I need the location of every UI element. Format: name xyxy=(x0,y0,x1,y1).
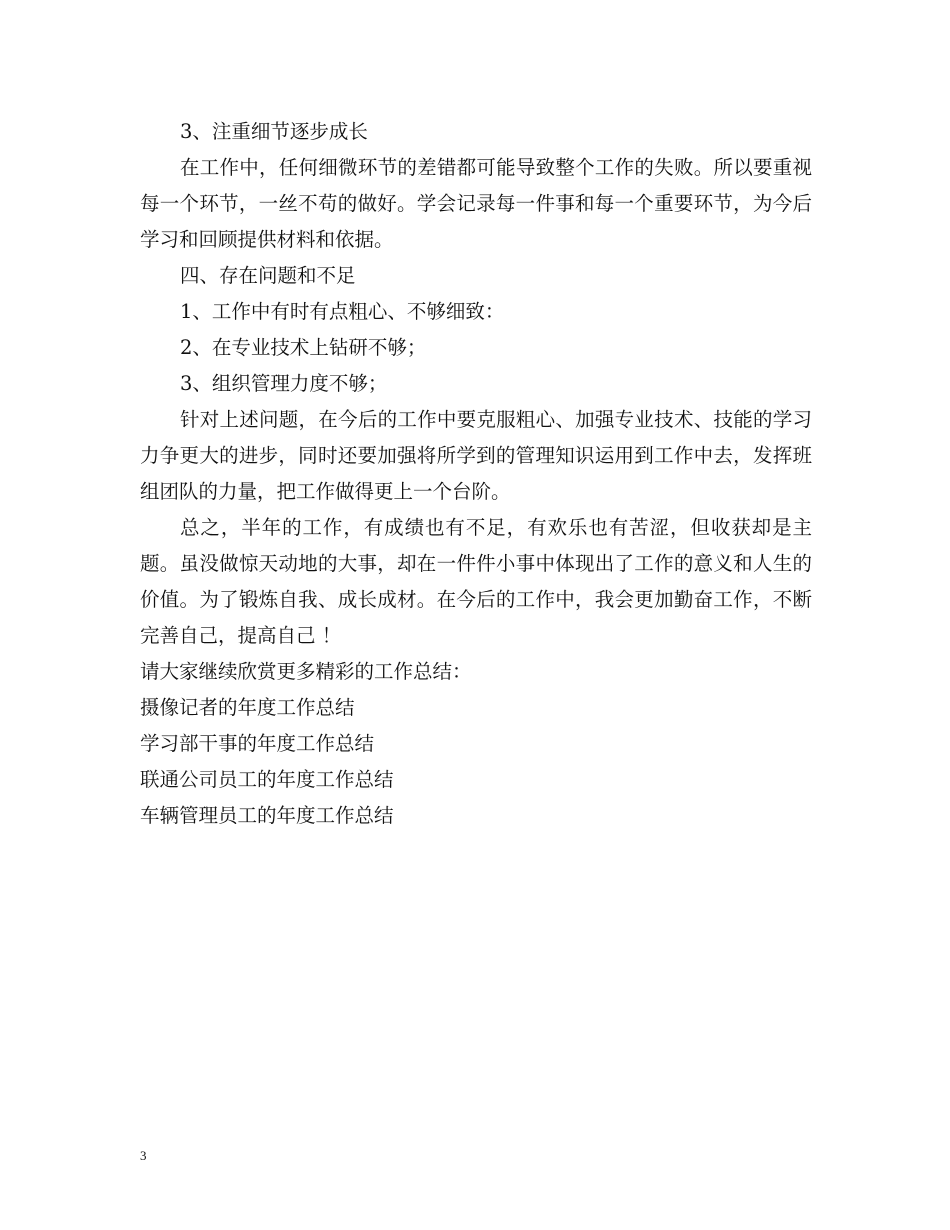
related-link-vehicle-management[interactable]: 车辆管理员工的年度工作总结 xyxy=(140,804,394,827)
problem-item-3: 3、组织管理力度不够； xyxy=(180,372,388,395)
section-heading-detail-growth: 3、注重细节逐步成长 xyxy=(180,120,368,143)
document-body xyxy=(140,114,812,834)
related-link-camera-reporter[interactable]: 摄像记者的年度工作总结 xyxy=(140,696,355,719)
paragraph-improvement-plan: 针对上述问题，在今后的工作中要克服粗心、加强专业技术、技能的学习力争更大的进步，同时还要加强将所学到的管理知识运用到工作中去，发挥班组团队的力量，把工作做得更上一个台阶。 xyxy=(140,408,812,503)
related-link-unicom-employee[interactable]: 联通公司员工的年度工作总结 xyxy=(140,768,394,791)
more-summaries-intro: 请大家继续欣赏更多精彩的工作总结： xyxy=(140,660,472,683)
paragraph-detail-importance: 在工作中，任何细微环节的差错都可能导致整个工作的失败。所以要重视每一个环节，一丝不苟的做好。学会记录每一件事和每一个重要环节，为今后学习和回顾提供材料和依据。 xyxy=(140,156,812,251)
problem-item-2: 2、在专业技术上钻研不够； xyxy=(180,336,427,359)
problem-item-1: 1、工作中有时有点粗心、不够细致： xyxy=(180,300,505,323)
related-link-study-officer[interactable]: 学习部干事的年度工作总结 xyxy=(140,732,375,755)
paragraph-conclusion: 总之，半年的工作，有成绩也有不足，有欢乐也有苦涩，但收获却是主题。虽没做惊天动地的大事，却在一件件小事中体现出了工作的意义和人生的价值。为了锻炼自我、成长成材。在今后的工作中，我会更加勤奋工作，不断完善自己，提高自己 ！ xyxy=(140,516,812,647)
page-number: 3 xyxy=(140,1148,147,1163)
section-heading-problems: 四、存在问题和不足 xyxy=(180,264,356,287)
